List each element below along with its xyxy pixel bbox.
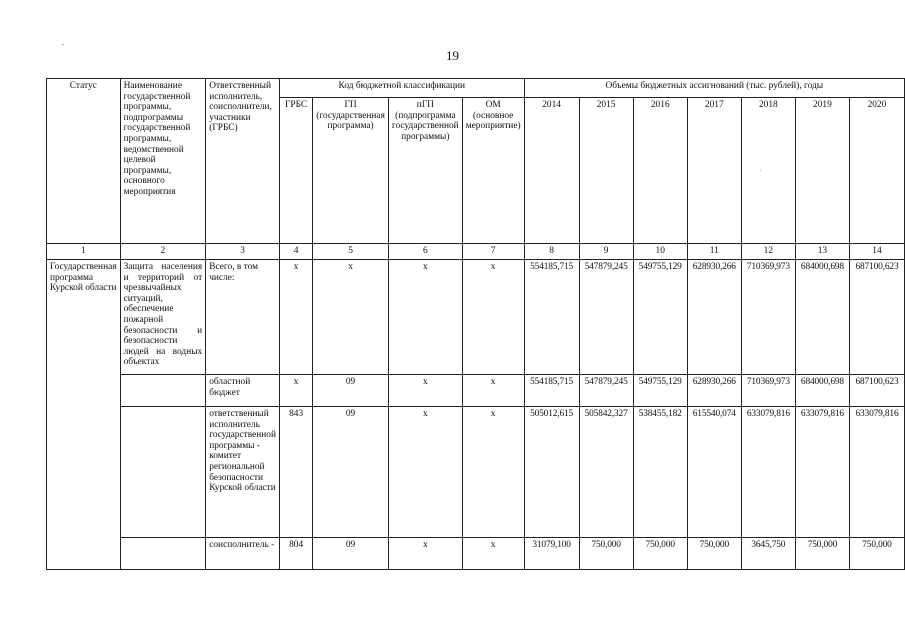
empty-name-cell [120, 538, 206, 570]
header-code-om: ОМ (основное мероприятие) [462, 98, 524, 244]
row-responsible: Всего, в том числе: [206, 260, 280, 375]
header-year: 2016 [633, 98, 687, 244]
column-number: 11 [687, 244, 741, 260]
cell-gp: 09 [313, 375, 389, 407]
empty-name-cell [120, 407, 206, 538]
cell-gp: 09 [313, 407, 389, 538]
cell-value: 547879,245 [579, 260, 633, 375]
header-year: 2017 [687, 98, 741, 244]
column-number: 2 [120, 244, 206, 260]
cell-om: х [462, 407, 524, 538]
header-status: Статус [47, 79, 121, 244]
header-responsible: Ответственный исполнитель, соисполнители, участники (ГРБС) [206, 79, 280, 244]
cell-grbs: 843 [280, 407, 313, 538]
header-row-1 [47, 79, 905, 98]
cell-value: 687100,623 [849, 375, 904, 407]
column-number: 7 [462, 244, 524, 260]
table-row [47, 260, 905, 375]
cell-value: 549755,129 [633, 260, 687, 375]
table-row [47, 375, 905, 407]
column-number: 9 [579, 244, 633, 260]
cell-om: х [462, 375, 524, 407]
cell-value: 750,000 [633, 538, 687, 570]
cell-value: 3645,750 [741, 538, 795, 570]
program-status: Государственная программа Курской области [47, 260, 121, 570]
cell-pgp: х [388, 260, 462, 375]
cell-value: 687100,623 [849, 260, 904, 375]
cell-value: 547879,245 [579, 375, 633, 407]
cell-value: 633079,816 [741, 407, 795, 538]
row-responsible: соисполнитель - [206, 538, 280, 570]
cell-value: 750,000 [687, 538, 741, 570]
header-volumes-group: Объемы бюджетных ассигнований (тыс. рублей), годы [524, 79, 904, 98]
cell-value: 750,000 [795, 538, 849, 570]
column-number: 12 [741, 244, 795, 260]
cell-pgp: х [388, 538, 462, 570]
column-number: 6 [388, 244, 462, 260]
column-number: 14 [849, 244, 904, 260]
header-year: 2014 [524, 98, 579, 244]
cell-value: 31079,100 [524, 538, 579, 570]
cell-value: 633079,816 [795, 407, 849, 538]
cell-value: 615540,074 [687, 407, 741, 538]
cell-om: х [462, 260, 524, 375]
cell-value: 505842,327 [579, 407, 633, 538]
column-number: 13 [795, 244, 849, 260]
column-number: 4 [280, 244, 313, 260]
cell-gp: х [313, 260, 389, 375]
cell-pgp: х [388, 375, 462, 407]
column-number: 8 [524, 244, 579, 260]
row-responsible: областной бюджет [206, 375, 280, 407]
column-number: 10 [633, 244, 687, 260]
header-code-gp: ГП (государственная программа) [313, 98, 389, 244]
budget-table [46, 78, 905, 570]
program-name: Защита населения и территорий от чрезвычайных ситуаций, обеспечение пожарной безопасности и безопасности людей на водных объектах [120, 260, 206, 375]
column-number-row [47, 244, 905, 260]
cell-om: х [462, 538, 524, 570]
cell-gp: 09 [313, 538, 389, 570]
cell-grbs: 804 [280, 538, 313, 570]
cell-value: 549755,129 [633, 375, 687, 407]
header-year: 2018 [741, 98, 795, 244]
cell-value: 684000,698 [795, 375, 849, 407]
table-row [47, 538, 905, 570]
cell-value: 684000,698 [795, 260, 849, 375]
cell-value: 628930,266 [687, 260, 741, 375]
header-code-pgp: пГП (подпрограмма государственной программы) [388, 98, 462, 244]
header-name: Наименование государственной программы, подпрограммы государственной программы, ведомственной целевой программы, основного мероприятия [120, 79, 206, 244]
cell-pgp: х [388, 407, 462, 538]
header-year: 2020 [849, 98, 904, 244]
column-number: 3 [206, 244, 280, 260]
cell-value: 554185,715 [524, 260, 579, 375]
header-code-group: Код бюджетной классификации [280, 79, 525, 98]
row-responsible: ответственный исполнитель государственной программы - комитет региональной безопасности Курской области [206, 407, 280, 538]
column-number: 5 [313, 244, 389, 260]
header-code-grbs: ГРБС [280, 98, 313, 244]
column-number: 1 [47, 244, 121, 260]
cell-value: 554185,715 [524, 375, 579, 407]
cell-value: 633079,816 [849, 407, 904, 538]
cell-value: 628930,266 [687, 375, 741, 407]
cell-value: 750,000 [579, 538, 633, 570]
cell-value: 710369,973 [741, 260, 795, 375]
cell-value: 538455,182 [633, 407, 687, 538]
cell-grbs: х [280, 375, 313, 407]
cell-value: 710369,973 [741, 375, 795, 407]
cell-grbs: х [280, 260, 313, 375]
cell-value: 505012,615 [524, 407, 579, 538]
header-year: 2019 [795, 98, 849, 244]
page-number: 19 [446, 48, 459, 63]
table-row [47, 407, 905, 538]
empty-name-cell [120, 375, 206, 407]
header-year: 2015 [579, 98, 633, 244]
scan-mark [62, 44, 64, 45]
cell-value: 750,000 [849, 538, 904, 570]
